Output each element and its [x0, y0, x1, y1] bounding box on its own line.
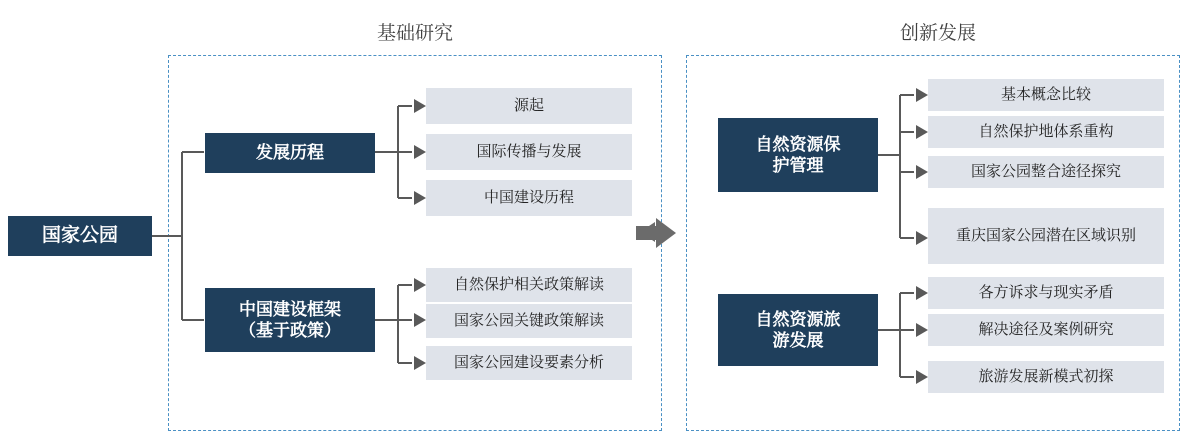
- node-china-framework-child-2[interactable]: 国家公园关键政策解读: [426, 304, 632, 338]
- node-develop-history-child-2[interactable]: 国际传播与发展: [426, 134, 632, 170]
- node-resource-tourism-line1: 自然资源旅: [755, 309, 841, 329]
- section-title-right: 创新发展: [899, 23, 976, 44]
- node-resource-protection-line2: 护管理: [772, 156, 824, 175]
- node-china-framework-line1: 中国建设框架: [239, 299, 341, 319]
- node-resource-tourism-child-3[interactable]: 旅游发展新模式初探: [928, 361, 1164, 393]
- node-china-framework-child-3[interactable]: 国家公园建设要素分析: [426, 346, 632, 380]
- node-root[interactable]: 国家公园: [8, 216, 152, 256]
- node-resource-tourism-child-1[interactable]: 各方诉求与现实矛盾: [928, 277, 1164, 309]
- node-develop-history-child-1[interactable]: 源起: [426, 88, 632, 124]
- node-resource-protection-child-4[interactable]: 重庆国家公园潜在区域识别: [928, 208, 1164, 264]
- node-resource-protection-child-2[interactable]: 自然保护地体系重构: [928, 116, 1164, 148]
- node-china-framework[interactable]: [205, 288, 375, 352]
- node-resource-tourism-line2: 游发展: [772, 331, 824, 350]
- node-china-framework-line2: （基于政策）: [239, 321, 341, 340]
- node-resource-protection-child-1[interactable]: 基本概念比较: [928, 79, 1164, 111]
- node-resource-protection-line1: 自然资源保: [755, 134, 841, 154]
- node-resource-protection-child-3[interactable]: 国家公园整合途径探究: [928, 156, 1164, 188]
- node-resource-tourism[interactable]: [718, 294, 878, 366]
- node-china-framework-child-1[interactable]: 自然保护相关政策解读: [426, 268, 632, 302]
- node-develop-history-child-3[interactable]: 中国建设历程: [426, 180, 632, 216]
- node-resource-protection[interactable]: [718, 118, 878, 192]
- node-develop-history[interactable]: 发展历程: [205, 133, 375, 173]
- node-resource-tourism-child-2[interactable]: 解决途径及案例研究: [928, 314, 1164, 346]
- section-title-left: 基础研究: [376, 23, 453, 44]
